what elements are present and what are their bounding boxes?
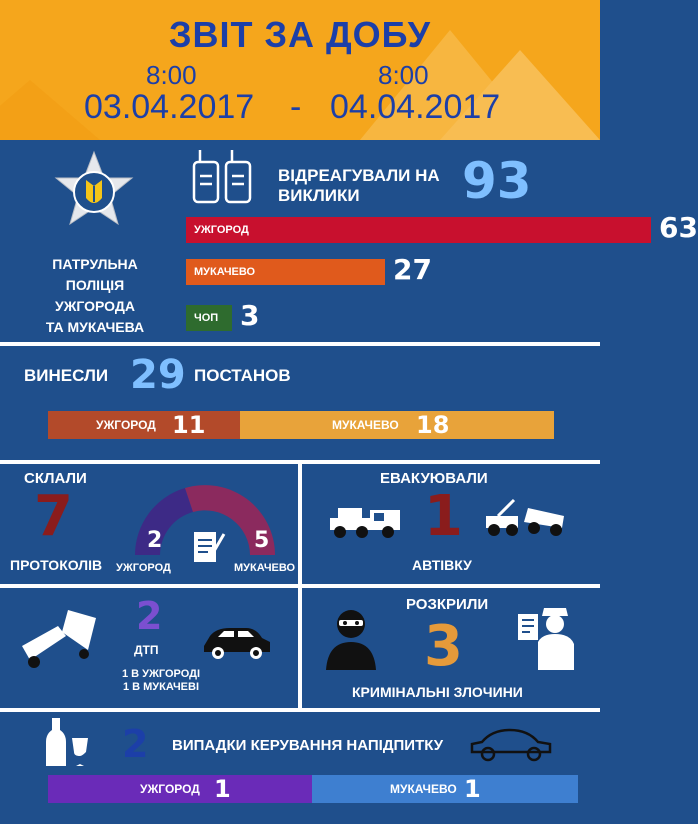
protocols-label: ПРОТОКОЛІВ (10, 557, 103, 573)
accidents-label: ДТП (134, 643, 159, 657)
resolutions-uzh-segment (48, 411, 240, 439)
criminal-icon (322, 608, 380, 672)
crimes-total: 3 (424, 614, 463, 679)
drunk-total: 2 (122, 722, 149, 766)
resolutions-muk-segment (240, 411, 554, 439)
calls-label-line-2: ВИКЛИКИ (278, 186, 360, 205)
date-from: 03.04.2017 (84, 88, 255, 126)
date-separator: - (290, 88, 302, 126)
drunk-muk-value: 1 (464, 775, 481, 803)
drunk-uzh-label: УЖГОРОД (140, 782, 200, 796)
police-line-2: ПОЛІЦІЯ (65, 277, 125, 293)
document-icon (192, 528, 226, 564)
resolutions-muk-value: 18 (416, 411, 450, 439)
accidents-line-1: 1 В УЖГОРОДІ (121, 668, 201, 680)
calls-bar-value: 27 (393, 253, 432, 286)
resolutions-uzh-value: 11 (172, 411, 206, 439)
resolutions-prefix: ВИНЕСЛИ (24, 366, 109, 385)
police-line-3: УЖГОРОДА (55, 298, 135, 314)
evacuation-label: АВТІВКУ (412, 557, 472, 573)
resolutions-muk-label: МУКАЧЕВО (332, 418, 399, 432)
radio-icon (190, 148, 256, 206)
police-name (40, 254, 150, 338)
protocols-uzh-value: 2 (147, 528, 163, 553)
drunk-bar (48, 775, 578, 803)
calls-bar (186, 259, 385, 285)
drunk-muk-segment (312, 775, 578, 803)
drunk-muk-label: МУКАЧЕВО (390, 782, 457, 796)
resolutions-uzh-label: УЖГОРОД (96, 418, 156, 432)
protocols-total: 7 (34, 484, 73, 549)
accidents-line-2: 1 В МУКАЧЕВІ (122, 681, 200, 693)
protocols-title: СКЛАЛИ (24, 470, 87, 487)
date-to: 04.04.2017 (330, 88, 501, 126)
drunk-uzh-value: 1 (214, 775, 231, 803)
drunk-uzh-segment (48, 775, 312, 803)
calls-bar-value: 3 (240, 299, 260, 332)
police-officer-icon (514, 604, 580, 672)
evacuation-total: 1 (424, 484, 463, 549)
resolutions-bar (48, 411, 554, 439)
header-banner (0, 0, 600, 140)
calls-label (278, 166, 440, 206)
calls-bar (186, 217, 651, 243)
time-to: 8:00 (378, 60, 429, 90)
drunk-label: ВИПАДКИ КЕРУВАННЯ НАПІДПИТКУ (172, 737, 444, 754)
accidents-total: 2 (136, 594, 163, 638)
crash-icon (18, 606, 98, 670)
calls-bar-label: ЧОП (194, 312, 219, 324)
section-divider (0, 342, 600, 346)
police-star-icon (52, 150, 136, 246)
time-from: 8:00 (146, 60, 197, 90)
police-line-1: ПАТРУЛЬНА (52, 256, 138, 272)
car-outline-icon (468, 726, 554, 764)
tow-car-icon (484, 498, 576, 538)
police-line-4: ТА МУКАЧЕВА (45, 319, 145, 335)
calls-total: 93 (462, 152, 532, 210)
protocols-muk-label: МУКАЧЕВО (234, 562, 296, 574)
calls-label-line-1: ВІДРЕАГУВАЛИ НА (278, 166, 440, 185)
section-divider-vertical (298, 584, 302, 708)
crimes-label: КРИМІНАЛЬНІ ЗЛОЧИНИ (352, 684, 523, 700)
bottle-glass-icon (44, 716, 90, 768)
calls-bar (186, 305, 232, 331)
evacuation-title: ЕВАКУЮВАЛИ (380, 470, 488, 487)
calls-bar-label: МУКАЧЕВО (194, 266, 256, 278)
accidents-breakdown (106, 668, 216, 694)
calls-bar-value: 63 (659, 211, 698, 244)
resolutions-total: 29 (130, 352, 186, 398)
crimes-title: РОЗКРИЛИ (406, 596, 489, 613)
car-icon (200, 624, 274, 660)
page-title: ЗВІТ ЗА ДОБУ (168, 14, 432, 55)
resolutions-suffix: ПОСТАНОВ (194, 366, 291, 385)
protocols-muk-value: 5 (254, 528, 270, 553)
tow-truck-icon (326, 500, 406, 540)
calls-bar-label: УЖГОРОД (194, 224, 249, 236)
section-divider (0, 708, 600, 712)
protocols-uzh-label: УЖГОРОД (116, 562, 171, 574)
section-divider-vertical (298, 460, 302, 584)
